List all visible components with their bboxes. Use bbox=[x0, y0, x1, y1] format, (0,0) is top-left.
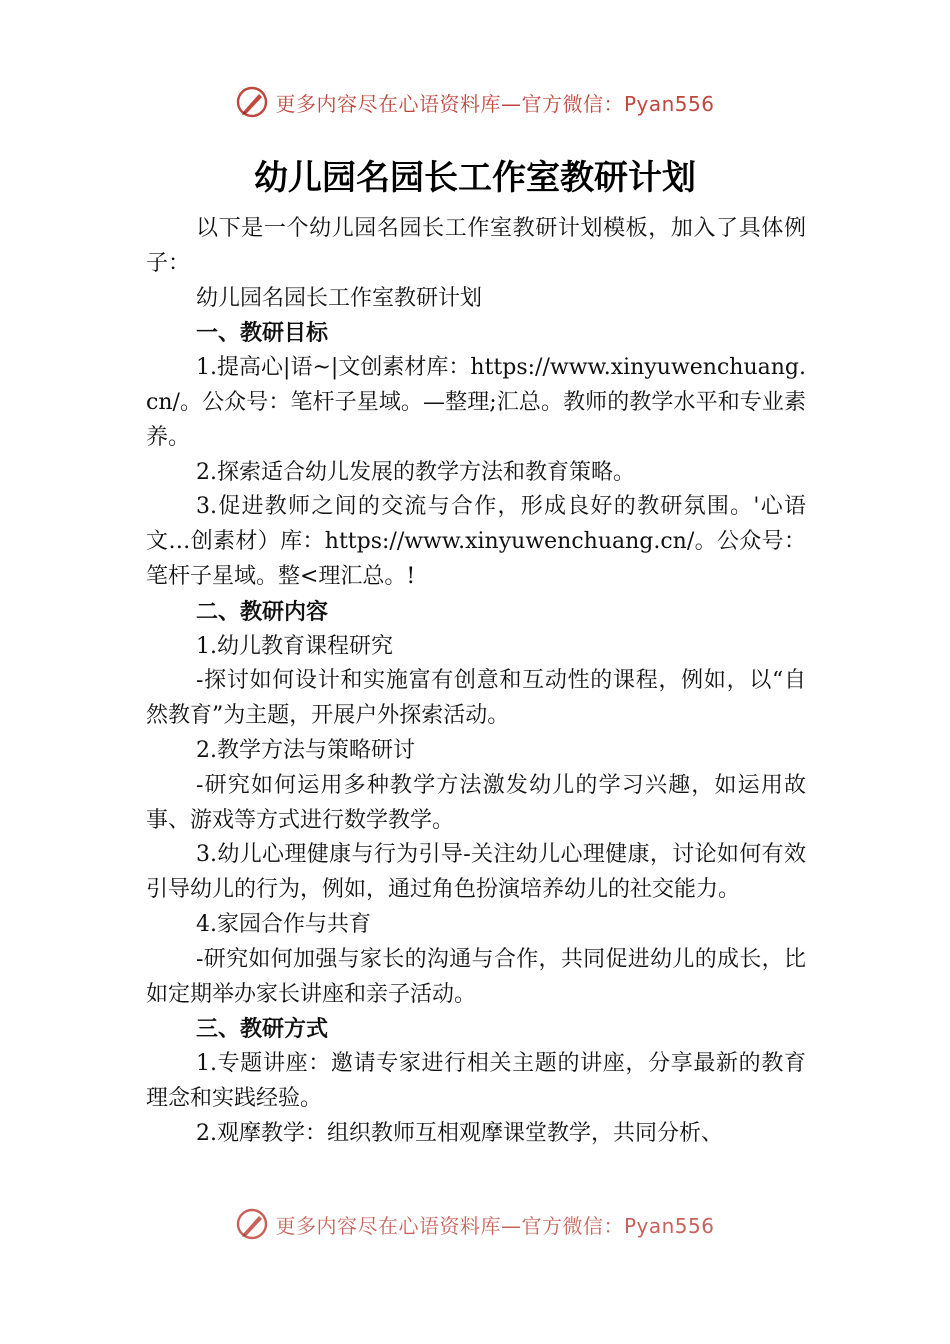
pen-logo-icon bbox=[235, 85, 269, 119]
watermark-text: 更多内容尽在心语资料库—官方微信：Pyan556 bbox=[275, 1213, 715, 1238]
paragraph-goal-3: 3.促进教师之间的交流与合作，形成良好的教研氛围。'心语文…创素材）库：https://www.xinyuwenchuang.cn/。公众号：笔杆子星域。整<理汇总。! bbox=[146, 494, 806, 589]
watermark-footer bbox=[0, 1204, 950, 1244]
paragraph-goal-1: 1.提高心|语~|文创素材库：https://www.xinyuwenchuang.cn/。公众号：笔杆子星域。—整理;汇总。教师的教学水平和专业素养。 bbox=[146, 355, 806, 450]
paragraph-content-3: 3.幼儿心理健康与行为引导-关注幼儿心理健康，讨论如何有效引导幼儿的行为，例如，通过角色扮演培养幼儿的社交能力。 bbox=[146, 842, 806, 903]
document-title: 幼儿园名园长工作室教研计划 bbox=[254, 158, 696, 198]
paragraph-content-1: 1.幼儿教育课程研究 bbox=[196, 633, 393, 659]
paragraph-method-1: 1.专题讲座：邀请专家进行相关主题的讲座，分享最新的教育理念和实践经验。 bbox=[146, 1051, 806, 1111]
paragraph-subtitle: 幼儿园名园长工作室教研计划 bbox=[196, 285, 483, 311]
paragraph-content-4: 4.家园合作与共育 bbox=[196, 911, 371, 937]
paragraph-intro: 以下是一个幼儿园名园长工作室教研计划模板，加入了具体例子： bbox=[146, 216, 806, 276]
section-heading-goals: 一、教研目标 bbox=[196, 320, 329, 347]
section-heading-methods: 三、教研方式 bbox=[196, 1016, 329, 1043]
section-heading-content: 二、教研内容 bbox=[196, 598, 329, 625]
paragraph-content-2: 2.教学方法与策略研讨 bbox=[196, 737, 415, 763]
watermark-text: 更多内容尽在心语资料库—官方微信：Pyan556 bbox=[275, 91, 715, 116]
watermark-header bbox=[0, 82, 950, 122]
paragraph-content-2-detail: -研究如何运用多种教学方法激发幼儿的学习兴趣，如运用故事、游戏等方式进行数学教学。 bbox=[146, 772, 806, 833]
paragraph-goal-2: 2.探索适合幼儿发展的教学方法和教育策略。 bbox=[196, 459, 635, 485]
paragraph-method-2: 2.观摩教学：组织教师互相观摩课堂教学，共同分析、 bbox=[196, 1120, 723, 1146]
paragraph-content-4-detail: -研究如何加强与家长的沟通与合作，共同促进幼儿的成长，比如定期举办家长讲座和亲子活动。 bbox=[146, 946, 806, 1007]
document-body bbox=[146, 212, 806, 1152]
pen-logo-icon bbox=[235, 1207, 269, 1241]
paragraph-content-1-detail: -探讨如何设计和实施富有创意和互动性的课程，例如，以“自然教育”为主题，开展户外探索活动。 bbox=[146, 668, 806, 729]
